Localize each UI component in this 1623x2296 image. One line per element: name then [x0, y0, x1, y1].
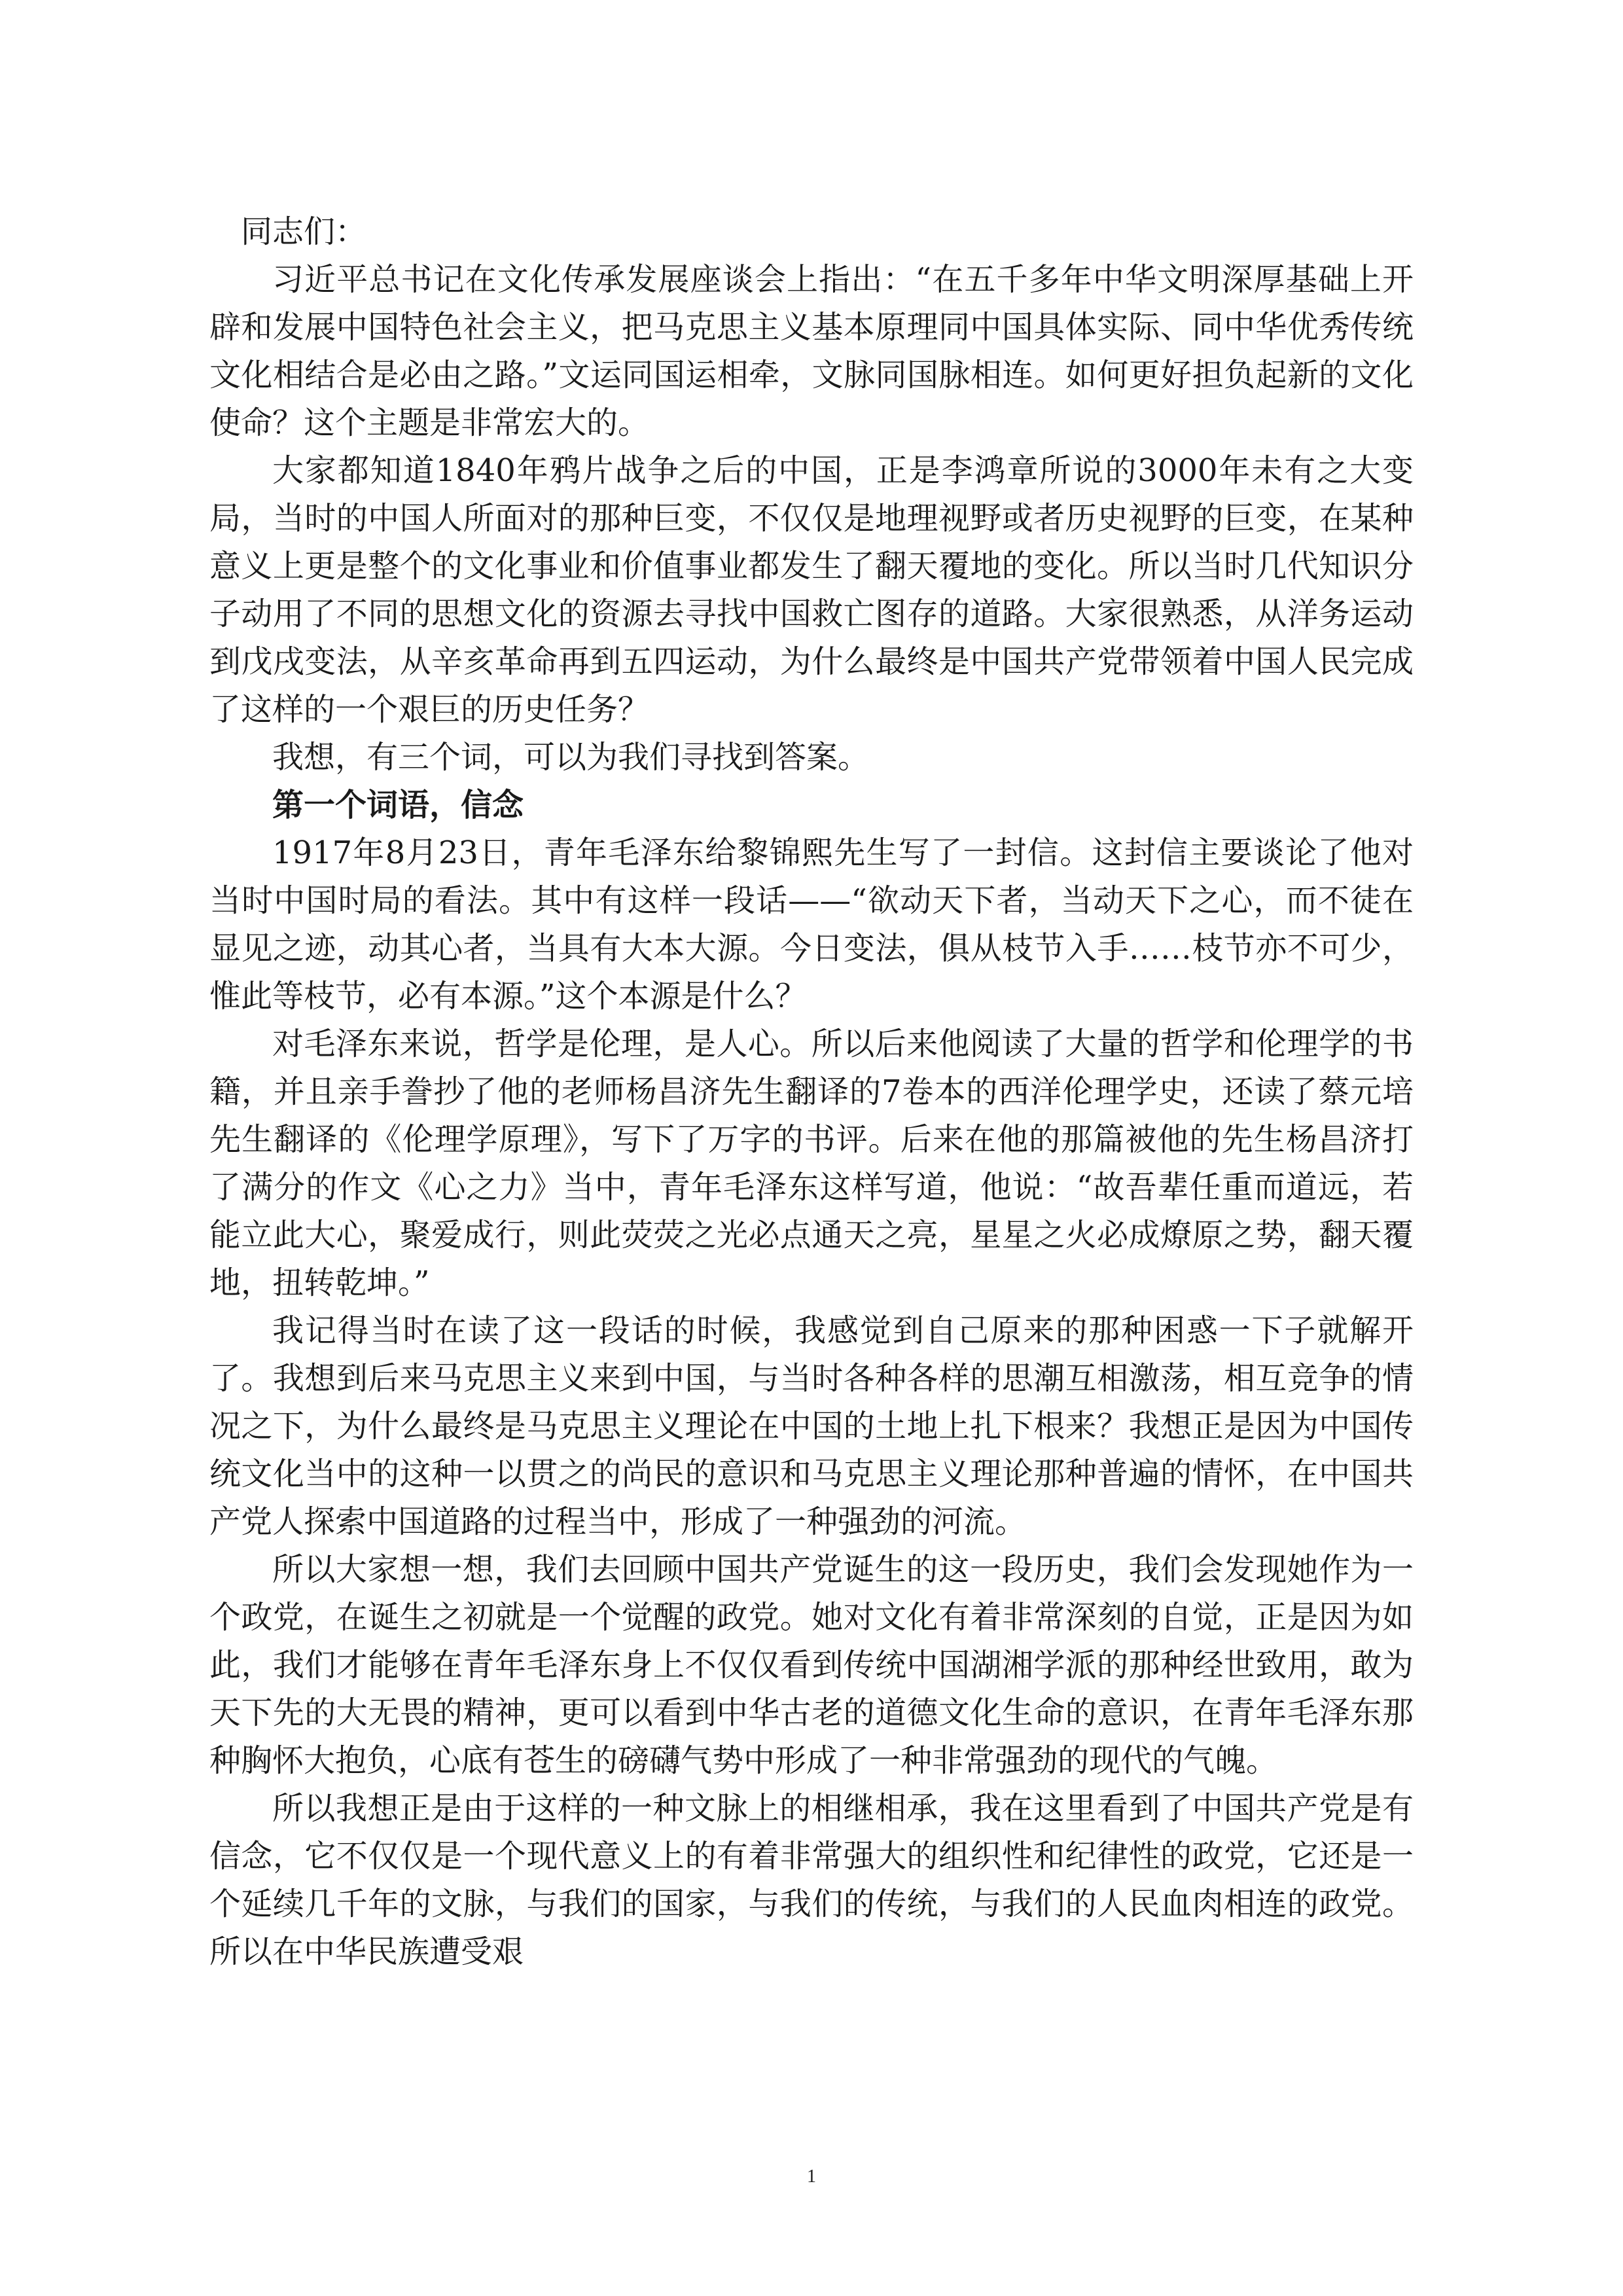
- document-body: [209, 208, 1414, 1976]
- body-paragraph: 习近平总书记在文化传承发展座谈会上指出：“在五千多年中华文明深厚基础上开辟和发展中国特色社会主义，把马克思主义基本原理同中国具体实际、同中华优秀传统文化相结合是必由之路。”文运同国运相牵，文脉同国脉相连。如何更好担负起新的文化使命？这个主题是非常宏大的。: [209, 261, 1414, 441]
- body-paragraph: 对毛泽东来说，哲学是伦理，是人心。所以后来他阅读了大量的哲学和伦理学的书籍，并且亲手誊抄了他的老师杨昌济先生翻译的7卷本的西洋伦理学史，还读了蔡元培先生翻译的《伦理学原理》，写下了万字的书评。后来在他的那篇被他的先生杨昌济打了满分的作文《心之力》当中，青年毛泽东这样写道，他说：“故吾辈任重而道远，若能立此大心，聚爱成行，则此荧荧之光必点通天之亮，星星之火必成燎原之势，翻天覆地，扭转乾坤。”: [209, 1026, 1414, 1301]
- body-paragraph: 我想，有三个词，可以为我们寻找到答案。: [272, 739, 870, 776]
- body-paragraph: 所以我想正是由于这样的一种文脉上的相继相承，我在这里看到了中国共产党是有信念，它不仅仅是一个现代意义上的有着非常强大的组织性和纪律性的政党，它还是一个延续几千年的文脉，与我们的国家，与我们的传统，与我们的人民血肉相连的政党。所以在中华民族遭受艰: [209, 1790, 1414, 1970]
- body-paragraph: 1917年8月23日，青年毛泽东给黎锦熙先生写了一封信。这封信主要谈论了他对当时中国时局的看法。其中有这样一段话——“欲动天下者，当动天下之心，而不徒在显见之迹，动其心者，当具有大本大源。今日变法，俱从枝节入手……枝节亦不可少，惟此等枝节，必有本源。”这个本源是什么？: [209, 834, 1414, 1014]
- page-number: 1: [807, 2166, 816, 2187]
- body-paragraph: 大家都知道1840年鸦片战争之后的中国，正是李鸿章所说的3000年未有之大变局，当时的中国人所面对的那种巨变，不仅仅是地理视野或者历史视野的巨变，在某种意义上更是整个的文化事业和价值事业都发生了翻天覆地的变化。所以当时几代知识分子动用了不同的思想文化的资源去寻找中国救亡图存的道路。大家很熟悉，从洋务运动到戊戌变法，从辛亥革命再到五四运动，为什么最终是中国共产党带领着中国人民完成了这样的一个艰巨的历史任务？: [209, 452, 1414, 728]
- body-paragraph: 所以大家想一想，我们去回顾中国共产党诞生的这一段历史，我们会发现她作为一个政党，在诞生之初就是一个觉醒的政党。她对文化有着非常深刻的自觉，正是因为如此，我们才能够在青年毛泽东身上不仅仅看到传统中国湖湘学派的那种经世致用，敢为天下先的大无畏的精神，更可以看到中华古老的道德文化生命的意识，在青年毛泽东那种胸怀大抱负，心底有苍生的磅礴气势中形成了一种非常强劲的现代的气魄。: [209, 1551, 1414, 1779]
- body-paragraph: 我记得当时在读了这一段话的时候，我感觉到自己原来的那种困惑一下子就解开了。我想到后来马克思主义来到中国，与当时各种各样的思潮互相激荡，相互竞争的情况之下，为什么最终是马克思主义理论在中国的土地上扎下根来？我想正是因为中国传统文化当中的这种一以贯之的尚民的意识和马克思主义理论那种普遍的情怀，在中国共产党人探索中国道路的过程当中，形成了一种强劲的河流。: [209, 1312, 1414, 1540]
- section-heading: 第一个词语，信念: [272, 787, 524, 823]
- greeting: 同志们：: [241, 213, 367, 250]
